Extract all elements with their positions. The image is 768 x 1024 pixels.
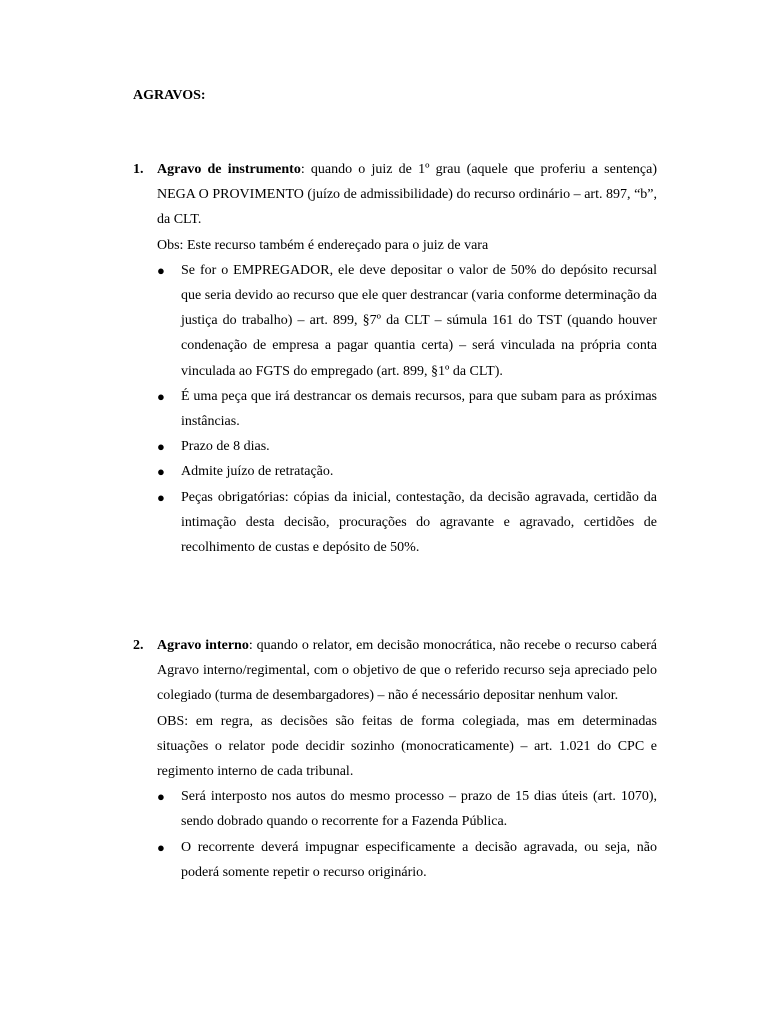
section-note: Obs: Este recurso também é endereçado para o juiz de vara <box>157 237 489 253</box>
bullet-icon: ● <box>157 439 165 455</box>
page-title: AGRAVOS: <box>133 88 206 103</box>
section-agravo-de-instrumento <box>133 157 657 560</box>
bullet-icon: ● <box>157 839 165 855</box>
list-item <box>157 434 657 459</box>
list-item <box>157 384 657 434</box>
section-lead-text: : quando o relator, em decisão monocrática, não recebe o recurso caberá Agravo interno/regimental, com o objetivo de que o referido recurso seja apreciado pelo colegiado (turma de desembargadores) – não é necessário depositar nenhum valor. <box>157 638 657 704</box>
section-body <box>157 157 657 560</box>
section-lead-paragraph <box>157 633 657 709</box>
bullet-icon: ● <box>157 789 165 805</box>
list-item-text: Prazo de 8 dias. <box>181 439 270 455</box>
list-item-text: Peças obrigatórias: cópias da inicial, contestação, da decisão agravada, certidão da intimação desta decisão, procurações do agravante e agravado, certidões de recolhimento de custas e depósito de 50%. <box>181 489 657 556</box>
section-body <box>157 633 657 885</box>
list-item <box>157 784 657 834</box>
list-item <box>157 258 657 384</box>
bullet-icon: ● <box>157 262 165 278</box>
bullet-icon: ● <box>157 489 165 505</box>
list-item <box>157 485 657 561</box>
section-lead-paragraph <box>157 157 657 233</box>
list-item-text: Se for o EMPREGADOR, ele deve depositar o valor de 50% do depósito recursal que seria devido ao recurso que ele quer destrancar (varia conforme determinação da justiça do trabalho) – art. 899, §7º da CLT – súmula 161 do TST (quando houver condenação de empresa a pagar quantia certa) – será vinculada na própria conta vinculada ao FGTS do empregado (art. 899, §1º da CLT). <box>181 262 657 379</box>
section-agravo-interno <box>133 633 657 885</box>
list-item-text: Admite juízo de retratação. <box>181 464 334 480</box>
section-note: OBS: em regra, as decisões são feitas de forma colegiada, mas em determinadas situações o relator pode decidir sozinho (monocraticamente) – art. 1.021 do CPC e regimento interno de cada tribunal. <box>157 713 657 780</box>
section-title: Agravo interno <box>157 638 249 653</box>
list-item <box>157 835 657 885</box>
bullet-icon: ● <box>157 464 165 480</box>
section-number: 1. <box>133 162 144 177</box>
section-number: 2. <box>133 638 144 653</box>
section-lead-text: : quando o juiz de 1º grau (aquele que proferiu a sentença) NEGA O PROVIMENTO (juízo de admissibilidade) do recurso ordinário – art. 897, “b”, da CLT. <box>157 162 658 228</box>
list-item-text: O recorrente deverá impugnar especificamente a decisão agravada, ou seja, não poderá somente repetir o recurso originário. <box>181 839 657 880</box>
bullet-icon: ● <box>157 388 165 404</box>
list-item <box>157 459 657 484</box>
list-item-text: Será interposto nos autos do mesmo processo – prazo de 15 dias úteis (art. 1070), sendo dobrado quando o recorrente for a Fazenda Pública. <box>181 789 657 830</box>
list-item-text: É uma peça que irá destrancar os demais recursos, para que subam para as próximas instâncias. <box>181 388 657 430</box>
section-title: Agravo de instrumento <box>157 162 301 177</box>
